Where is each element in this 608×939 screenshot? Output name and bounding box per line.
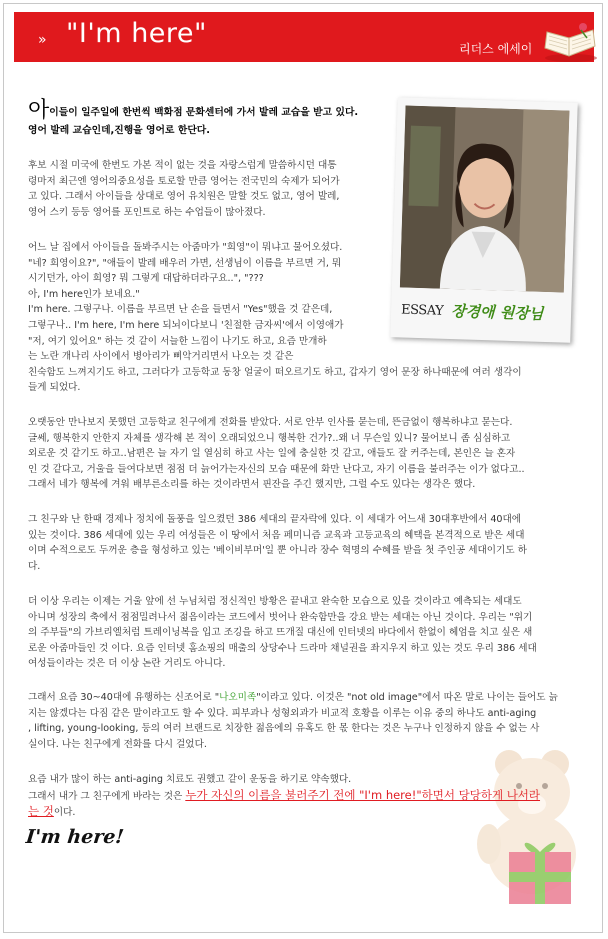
open-book-icon	[541, 18, 599, 64]
teddy-bear-gift-illustration	[459, 734, 599, 924]
paragraph-6: 그래서 요즘 30~40대에 유행하는 신조어로 "나오미족"이라고 있다. 이것은 "not old image"에서 따온 말로 나이는 들어도 늙 지는 않겠다는 다짐 같은 말이라고도 할 수 있다. 피부과나 성형외과가 비교적 호황을 이루는 이유 중의 하나도 anti-aging , lifting, young-looking, 등의 여러 브랜드로 치장한 젊음에의 유혹도 한 몫 한다는 것은 누구나 인정하지 않을 수 없는 사 실이다. 나는 친구에게 전화를 다시 걸었다.	[28, 692, 558, 750]
paragraph-7: 요즘 내가 많이 하는 anti-aging 치료도 권했고 같이 운동을 하기로 약속했다. 그래서 내가 그 친구에게 바라는 것은 누가 자신의 이름을 불러주기 전에 "I'm here!"하면서 당당하게 나서라 는 것이다.	[28, 774, 541, 819]
page-title: "I'm here"	[66, 18, 207, 49]
naomi-tribe-highlight: 나오미족	[219, 692, 257, 703]
paragraph-2: 어느 날 집에서 아이들을 돌봐주시는 아줌마가 "희영"이 뭐냐고 물어오셨다. "네? 희영이요?", "애들이 발레 배우러 가면, 선생님이 이름을 부르면 거, 뭐 시기던가, 아이 희영? 뭐 그렇게 대답하더라구요..", "??? 아, I'm here인가 보네요." I'm here. 그렇구나. 이름을 부르면 난 손을 들면서 "Yes"했을 것 같은데, 그렇구나.. I'm here, I'm here 되뇌이다보니 '친절한 금자씨'에서 이영애가 "저, 여기 있어요" 하는 것 같이 서늘한 느낌이 나기도 하고, 요즘 만개하 는 노란 개나리 사이에서 병아리가 삐악거리면서 나오는 것 같은 친숙함도 느껴지기도 하고, 그러다가 고등학교 동창 얼굴이 떠오르기도 하고, 갑자기 영어 문장 하나때문에 여러 생각이 들게 되었다.	[28, 242, 522, 394]
section-subtitle: 리더스 에세이	[459, 42, 533, 56]
paragraph-5: 더 이상 우리는 이제는 거울 앞에 선 누님처럼 정신적인 방황은 끝내고 완숙한 모습으로 있을 것이라고 예측되는 세대도 아니며 성장의 축에서 점점밀려나서 젊음이라는 코드에서 벗어나 완숙함만을 강요 받는 세대는 아닌 것이다. 우리는 "위기 의 주부들"의 가브리엘처럼 트레이닝복을 입고 조깅을 하고 뜨개질 대신에 인터넷의 바다에서 한없이 헤엄을 치고 싶은 새 로운 아줌마들인 것 이다. 요즘 인터넷 홈쇼핑의 매출의 상당수나 드라마 채널권을 좌지우지 하고 있는 것도 우리 386 세대 여성들이라는 것은 더 이상 논란 거리도 아니다.	[28, 596, 537, 670]
double-arrow-icon: »	[38, 32, 47, 48]
emphasis-quote: 누가 자신의 이름을 불러주기 전에 "I'm here!"하면서 당당하게 나서라	[185, 787, 541, 802]
page-frame	[3, 3, 603, 933]
header-banner	[14, 12, 594, 62]
paragraph-1: 후보 시절 미국에 한번도 가본 적이 없는 것을 자랑스럽게 말씀하시던 대통 령마저 최근엔 영어의중요성을 토로할 만큼 영어는 전국민의 숙제가 되어가 고 있다. 그래서 아이들을 상대로 영어 유치원은 말할 것도 없고, 영어 발레, 영어 스키 등등 영어를 포인트로 하는 수업들이 많아졌다.	[28, 160, 340, 218]
paragraph-3: 오랫동안 만나보지 못했던 고등학교 친구에게 전화를 받았다. 서로 안부 인사를 묻는데, 뜬금없이 행복하냐고 묻는다. 글쎄, 행복한지 안한지 자체를 생각해 본 적이 오래되었으니 행복한 건가?..왜 너 무슨일 있니? 물어보니 좀 심심하고 외로운 것 같기도 하고..남편은 늘 자기 일 열심히 하고 사는 일에 충실한 것 같고, 애들도 잘 커주는데, 본인은 늘 혼자 인 것 같다고, 거울을 들여다보면 점점 더 늙어가는자신의 모습 때문에 화만 난다고, 자기 이름을 불러주는 이가 없다고.. 그래서 네가 행복에 겨워 배부른소리를 하는 것이라면서 핀잔을 주긴 했지만, 그럴 수도 있다는 생각은 했다.	[28, 417, 525, 491]
paragraph-4: 그 친구와 난 한때 경제나 정치에 돌풍을 일으켰던 386 세대의 끝자락에 있다. 이 세대가 어느새 30대후반에서 40대에 있는 것이다. 386 세대에 있는 우리 여성들은 이 땅에서 처음 페미니즘 교육과 고등교육의 혜택을 본격적으로 받은 세대 이며 수적으로도 두꺼운 층을 형성하고 있는 '베이비부머'일 뿐 아니라 장수 혁명의 수혜를 받을 첫 주인공 세대이기도 하 다.	[28, 514, 527, 572]
signature: I'm here!	[24, 826, 125, 848]
essay-label: ESSAY	[400, 302, 444, 319]
author-name: 장경애 원장님	[450, 302, 544, 323]
drop-cap: 아	[28, 98, 50, 123]
emphasis-quote-end: 는 것	[28, 804, 54, 819]
lead-paragraph: 아이들이 일주일에 한번씩 백화점 문화센터에 가서 발레 교습을 받고 있다. 영어 발레 교습인데,진행을 영어로 한단다.	[28, 98, 359, 136]
